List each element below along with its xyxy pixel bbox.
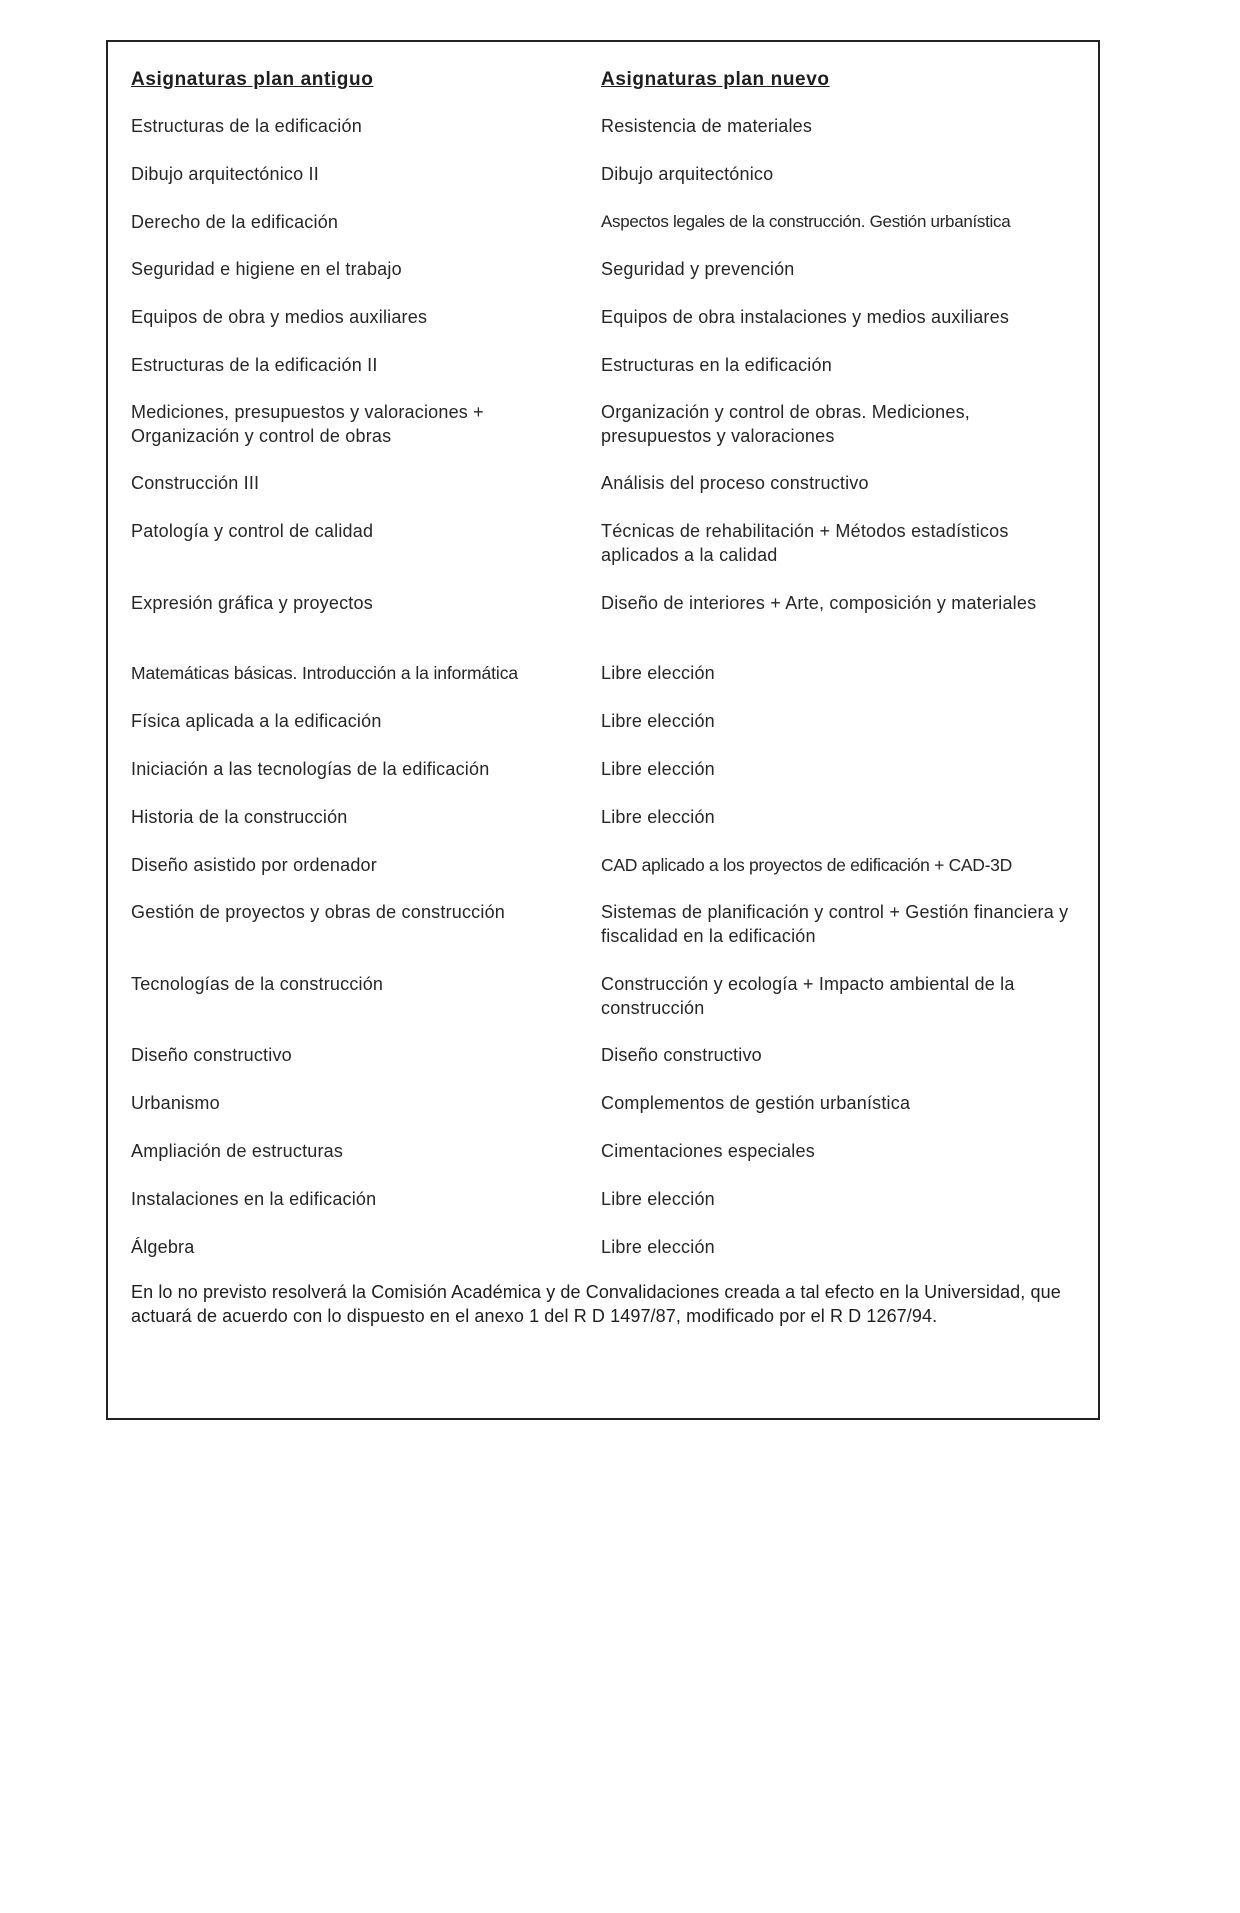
table-row: [131, 353, 1081, 400]
table-row: [131, 162, 1081, 210]
table-row: [131, 1091, 1081, 1139]
old-subject: Urbanismo: [131, 1093, 220, 1113]
old-subject: Estructuras de la edificación: [131, 116, 362, 136]
old-subject: Instalaciones en la edificación: [131, 1189, 377, 1209]
new-subject: Diseño de interiores + Arte, composición y materiales: [601, 593, 1037, 613]
table-row: [131, 1043, 1081, 1091]
table-row: [131, 757, 1081, 805]
new-subject: Libre elección: [601, 663, 715, 683]
new-subject: Complementos de gestión urbanística: [601, 1093, 911, 1113]
old-subject: Diseño constructivo: [131, 1045, 292, 1065]
old-subject: Derecho de la edificación: [131, 212, 339, 232]
new-subject: Seguridad y prevención: [601, 259, 795, 279]
old-subject: Matemáticas básicas. Introducción a la informática: [131, 663, 518, 683]
new-subject: Aspectos legales de la construcción. Gestión urbanística: [601, 212, 1011, 231]
old-subject: Estructuras de la edificación II: [131, 355, 378, 375]
old-subject: Iniciación a las tecnologías de la edificación: [131, 759, 490, 779]
new-subject: Libre elección: [601, 1189, 715, 1209]
table-row: [131, 591, 1081, 661]
new-subject: Equipos de obra instalaciones y medios auxiliares: [601, 307, 1010, 327]
table-row: [131, 661, 1081, 709]
old-subject: Ampliación de estructuras: [131, 1141, 344, 1161]
table-row: [131, 709, 1081, 757]
new-subject: Libre elección: [601, 759, 715, 779]
table-row: [131, 471, 1081, 519]
new-subject: Estructuras en la edificación: [601, 355, 832, 375]
old-subject: Historia de la construcción: [131, 807, 348, 827]
new-subject: Resistencia de materiales: [601, 116, 813, 136]
footer-note: En lo no previsto resolverá la Comisión Académica y de Convalidaciones creada a tal efecto en la Universidad, que actuará de acuerdo con lo dispuesto en el anexo 1 del R D 1497/87, modificado por el R D 1267/94.: [131, 1282, 1061, 1326]
old-subject: Tecnologías de la construcción: [131, 974, 384, 994]
table-row: [131, 305, 1081, 353]
table-row: [131, 1235, 1081, 1283]
table-row: [131, 1139, 1081, 1187]
new-subject: CAD aplicado a los proyectos de edificación + CAD-3D: [601, 855, 1012, 875]
new-subject: Construcción y ecología + Impacto ambiental de la construcción: [601, 974, 1015, 1018]
old-subject: Diseño asistido por ordenador: [131, 855, 377, 875]
old-subject: Dibujo arquitectónico II: [131, 164, 319, 184]
table-row: [131, 1187, 1081, 1235]
old-subject: Mediciones, presupuestos y valoraciones + Organización y control de obras: [131, 402, 484, 446]
table-row: [131, 114, 1081, 162]
new-subject: Técnicas de rehabilitación + Métodos estadísticos aplicados a la calidad: [601, 521, 1009, 565]
new-subject: Análisis del proceso constructivo: [601, 473, 869, 493]
new-subject: Sistemas de planificación y control + Gestión financiera y fiscalidad en la edificación: [601, 902, 1069, 946]
old-subject: Gestión de proyectos y obras de construcción: [131, 902, 505, 922]
table-row: [131, 972, 1081, 1043]
new-subject: Libre elección: [601, 711, 715, 731]
new-subject: Libre elección: [601, 807, 715, 827]
table-row: [131, 210, 1081, 257]
new-subject: Cimentaciones especiales: [601, 1141, 815, 1161]
table-row: [131, 257, 1081, 305]
old-subject: Equipos de obra y medios auxiliares: [131, 307, 428, 327]
new-subject: Organización y control de obras. Mediciones, presupuestos y valoraciones: [601, 402, 970, 446]
table-row: [131, 519, 1081, 591]
header-old-plan: Asignaturas plan antiguo: [131, 69, 374, 90]
equivalence-table: [131, 114, 1081, 1283]
old-subject: Seguridad e higiene en el trabajo: [131, 259, 402, 279]
header-new-plan: Asignaturas plan nuevo: [601, 69, 830, 90]
old-subject: Expresión gráfica y proyectos: [131, 593, 373, 613]
table-row: [131, 400, 1081, 471]
old-subject: Álgebra: [131, 1237, 195, 1257]
old-subject: Construcción III: [131, 473, 260, 493]
table-row: [131, 853, 1081, 900]
new-subject: Diseño constructivo: [601, 1045, 762, 1065]
table-row: [131, 805, 1081, 853]
old-subject: Física aplicada a la edificación: [131, 711, 382, 731]
table-row: [131, 900, 1081, 972]
new-subject: Libre elección: [601, 1237, 715, 1257]
new-subject: Dibujo arquitectónico: [601, 164, 774, 184]
old-subject: Patología y control de calidad: [131, 521, 374, 541]
